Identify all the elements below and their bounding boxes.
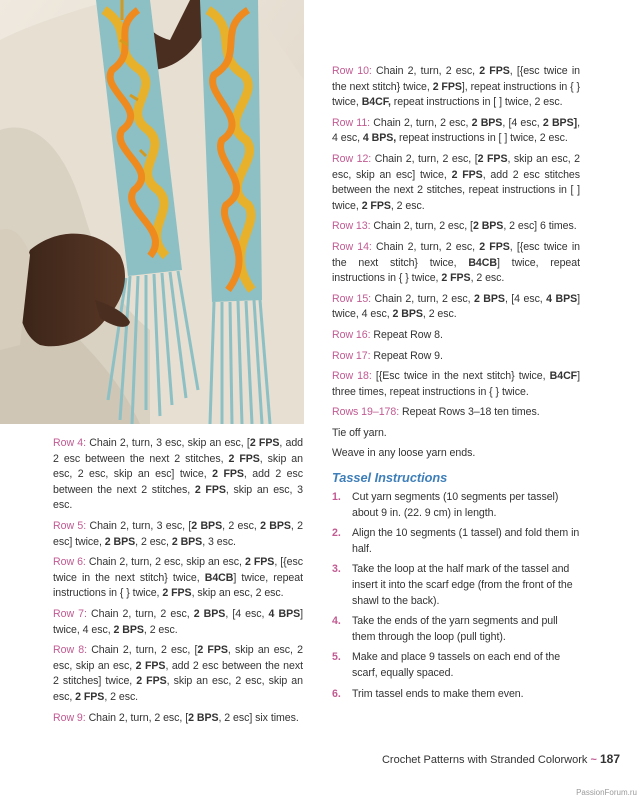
instruction-text: Tie off yarn.: [332, 426, 387, 439]
row-label: Row 8:: [53, 644, 87, 657]
instruction-text: , [{esc twice in the next stitch} twice,: [332, 65, 580, 93]
row-6: [53, 555, 303, 602]
instruction-text: Repeat Row 9.: [370, 349, 443, 362]
row-label: Row 10:: [332, 65, 372, 77]
stitch-abbrev: 2 FPS: [197, 644, 228, 657]
weave-note: [332, 446, 580, 462]
row-label: Row 17:: [332, 349, 371, 362]
stitch-abbrev: 2 FPS: [136, 675, 167, 688]
tassel-step: [332, 614, 580, 645]
rows-19-178: [332, 405, 580, 421]
step-number: 2.: [332, 527, 341, 540]
stitch-abbrev: 2 FPS: [479, 240, 510, 253]
instruction-text: , add 2 esc between the next 2 stitches] twice,: [53, 659, 303, 688]
row-label: Row 5:: [53, 519, 87, 532]
stitch-abbrev: 2 BPS: [392, 308, 423, 321]
row-text: [53, 556, 303, 599]
stitch-abbrev: 2 FPS: [451, 168, 483, 181]
stitch-abbrev: B4CB: [468, 256, 497, 269]
stitch-abbrev: 2 FPS: [162, 587, 192, 600]
row-label: Row 9:: [53, 711, 86, 724]
instruction-text: Chain 2, turn, 2 esc,: [371, 292, 474, 305]
instruction-text: , skip an esc, 2 esc, skip an esc,: [53, 644, 303, 672]
step-text: Trim tassel ends to make them even.: [352, 687, 524, 700]
tassel-step: [332, 526, 580, 557]
row-text: [86, 712, 299, 724]
row-14: [332, 240, 580, 287]
step-text: Align the 10 segments (1 tassel) and fold them in half.: [352, 527, 580, 555]
step-text: Make and place 9 tassels on each end of the scarf, equally spaced.: [352, 651, 561, 679]
row-13: [332, 219, 580, 235]
stitch-abbrev: 2 BPS: [193, 607, 226, 620]
instruction-text: Chain 2, turn, 2 esc, [: [370, 220, 473, 233]
stitch-abbrev: 2 FPS: [477, 152, 508, 165]
row-label: Row 13:: [332, 220, 371, 233]
watermark: PassionForum.ru: [576, 788, 637, 797]
row-text: [332, 117, 580, 145]
instruction-text: , 2 esc.: [143, 623, 178, 636]
stitch-abbrev: 4 BPS: [268, 607, 301, 620]
instruction-text: Repeat Rows 3–18 ten times.: [399, 406, 540, 419]
instruction-text: , skip an esc, 3 esc.: [53, 483, 303, 512]
instruction-text: Chain 2, turn, 2 esc,: [371, 240, 480, 253]
row-label: Row 16:: [332, 328, 371, 341]
stitch-abbrev: 2 BPS: [472, 220, 504, 233]
instruction-text: ], repeat instructions in { } twice,: [332, 80, 580, 109]
book-title: Crochet Patterns with Stranded Colorwork: [381, 754, 588, 766]
stitch-abbrev: 2 FPS: [441, 272, 471, 285]
row-17: [332, 349, 580, 365]
stitch-abbrev: 2 FPS: [432, 80, 462, 93]
instruction-text: Chain 2, turn, 2 esc,: [86, 607, 194, 620]
instruction-text: Repeat Row 8.: [370, 328, 443, 341]
instruction-text: , 2 esc] 6 times.: [503, 220, 577, 233]
row-15: [332, 292, 580, 323]
step-text: Take the ends of the yarn segments and pull them through the loop (pull tight).: [352, 615, 558, 643]
row-12: [332, 152, 580, 214]
instruction-text: repeat instructions in [ ] twice, 2 esc.: [390, 96, 563, 109]
row-label: Row 4:: [53, 437, 87, 449]
step-text: Cut yarn segments (10 segments per tassel) about 9 in. (22. 9 cm) in length.: [352, 491, 559, 519]
row-11: [332, 116, 580, 147]
row-9: [53, 711, 303, 727]
tassel-section-title: Tassel Instructions: [332, 470, 448, 486]
row-text: [53, 608, 303, 636]
instruction-text: , skip an esc, 2 esc.: [191, 587, 284, 600]
stitch-abbrev: 2 BPS: [104, 535, 136, 548]
instruction-text: , add 2 esc between the next 2 stitches,: [53, 468, 303, 496]
step-number: 1.: [332, 491, 341, 504]
instruction-text: , 2 esc] six times.: [218, 711, 299, 724]
row-label: Rows 19–178:: [332, 406, 400, 419]
instruction-text: , 2 esc] twice,: [53, 519, 303, 548]
instruction-text: Weave in any loose yarn ends.: [332, 447, 476, 460]
stitch-abbrev: 2 FPS: [249, 437, 280, 449]
instruction-text: Chain 2, turn, 2 esc, [: [87, 644, 198, 657]
scarf-photo: [0, 0, 304, 424]
row-label: Row 6:: [53, 556, 86, 569]
row-label: Row 11:: [332, 116, 371, 129]
tie-off-note: [332, 426, 580, 442]
row-8: [53, 643, 303, 705]
stitch-abbrev: 2 FPS: [135, 659, 166, 672]
stitch-abbrev: B4CB: [204, 571, 234, 584]
stitch-abbrev: 2 FPS: [194, 483, 226, 496]
step-number: 6.: [332, 687, 341, 700]
row-text: [371, 329, 443, 341]
instruction-text: , [4 esc,: [504, 292, 547, 305]
left-column: [53, 436, 303, 731]
instruction-text: ] three times, repeat instructions in { } twice.: [332, 370, 580, 398]
instruction-text: , skip an esc, 2 esc, skip an esc,: [53, 675, 303, 703]
instruction-text: , [4 esc,: [225, 607, 269, 620]
row-label: Row 14:: [332, 240, 372, 253]
row-text: [332, 427, 387, 439]
row-text: [53, 644, 303, 703]
row-label: Row 18:: [332, 370, 372, 383]
stitch-abbrev: 2 FPS: [361, 199, 391, 212]
row-text: [332, 447, 475, 459]
row-text: [53, 520, 303, 548]
row-4: [53, 436, 303, 514]
instruction-text: Chain 2, turn, 2 esc, [: [371, 152, 478, 165]
page-number: 187: [599, 752, 620, 766]
instruction-text: repeat instructions in [ ] twice, 2 esc.: [396, 132, 568, 145]
instruction-text: , 2 esc.: [422, 308, 457, 321]
stitch-abbrev: 2 FPS: [75, 690, 105, 703]
row-18: [332, 369, 580, 400]
instruction-text: Chain 2, turn, 2 esc, [: [85, 711, 189, 724]
instruction-text: , [{esc twice in the next stitch} twice,: [53, 556, 303, 584]
stitch-abbrev: 4 BPS: [546, 292, 578, 305]
tassel-step: [332, 490, 580, 521]
row-text: [371, 220, 577, 232]
row-label: Row 15:: [332, 292, 372, 305]
stitch-abbrev: 2 BPS: [471, 116, 503, 129]
stitch-abbrev: 2 FPS: [479, 65, 510, 77]
step-number: 5.: [332, 651, 341, 664]
instruction-text: , add 2 esc between the next 2 stitches,: [53, 437, 304, 465]
stitch-abbrev: B4CF: [549, 370, 578, 383]
instruction-text: , 2 esc.: [104, 690, 139, 703]
tassel-steps-list: [332, 490, 580, 702]
right-column: [332, 64, 580, 707]
instruction-text: Chain 2, turn, 3 esc, [: [86, 519, 192, 532]
stitch-abbrev: 2 BPS: [113, 623, 144, 636]
stitch-abbrev: 2 BPS]: [542, 116, 578, 129]
step-number: 4.: [332, 615, 341, 628]
instruction-text: [{Esc twice in the next stitch} twice,: [371, 370, 550, 383]
row-16: [332, 328, 580, 344]
step-number: 3.: [332, 563, 341, 576]
instruction-text: Chain 2, turn, 2 esc,: [370, 116, 472, 129]
instruction-text: Chain 2, turn, 3 esc, skip an esc, [: [86, 437, 250, 449]
stitch-abbrev: 2 BPS: [260, 519, 291, 532]
instruction-text: , 4 esc,: [332, 116, 580, 145]
tassel-step: [332, 650, 580, 681]
stitch-abbrev: 2 BPS: [188, 711, 219, 724]
stitch-abbrev: 2 FPS: [228, 452, 260, 465]
stitch-abbrev: 2 BPS: [474, 292, 505, 305]
instruction-text: ] twice, 4 esc,: [53, 607, 304, 636]
row-5: [53, 519, 303, 550]
stitch-abbrev: 4 BPS,: [362, 132, 397, 145]
row-7: [53, 607, 303, 638]
tassel-step: [332, 562, 580, 609]
footer-separator: ~: [590, 754, 597, 766]
row-text: [371, 350, 443, 362]
instruction-text: , 2 esc,: [135, 535, 172, 548]
instruction-text: ] twice, repeat instructions in { } twice,: [53, 571, 303, 600]
page-footer: [300, 752, 620, 766]
stitch-abbrev: 2 FPS: [212, 468, 244, 481]
tassel-step: [332, 687, 580, 703]
row-10: [332, 64, 580, 111]
row-label: Row 7:: [53, 607, 87, 620]
row-label: Row 12:: [332, 152, 372, 165]
instruction-text: , skip an esc, 2 esc, skip an esc] twice,: [332, 152, 580, 181]
stitch-abbrev: B4CF,: [361, 96, 391, 109]
instruction-text: , add 2 esc stitches between the next 2 stitches, repeat instructions in [ ] twice,: [332, 168, 581, 212]
instruction-text: ] twice, 4 esc,: [332, 292, 581, 321]
stitch-abbrev: 2 FPS: [244, 556, 275, 569]
row-text: [53, 437, 303, 511]
instruction-text: , 2 esc.: [470, 272, 505, 285]
instruction-text: , skip an esc, 2 esc, skip an esc] twice,: [53, 452, 303, 481]
instruction-text: , [{esc twice in the next stitch} twice,: [332, 240, 580, 269]
instruction-text: Chain 2, turn, 2 esc,: [371, 65, 480, 77]
row-text: [399, 406, 540, 418]
instruction-text: ] twice, repeat instructions in { } twice,: [332, 256, 581, 285]
step-text: Take the loop at the half mark of the tassel and insert it into the scarf edge (from the front of the shawl to the back).: [352, 563, 573, 607]
stitch-abbrev: 2 BPS: [171, 535, 203, 548]
instruction-text: , 3 esc.: [202, 535, 236, 548]
stitch-abbrev: 2 BPS: [191, 519, 223, 532]
scarf-illustration: [0, 0, 304, 424]
instruction-text: , [4 esc,: [502, 116, 543, 129]
instruction-text: Chain 2, turn, 2 esc, skip an esc,: [85, 556, 245, 569]
instruction-text: , 2 esc,: [222, 519, 261, 532]
instruction-text: , 2 esc.: [390, 199, 425, 212]
